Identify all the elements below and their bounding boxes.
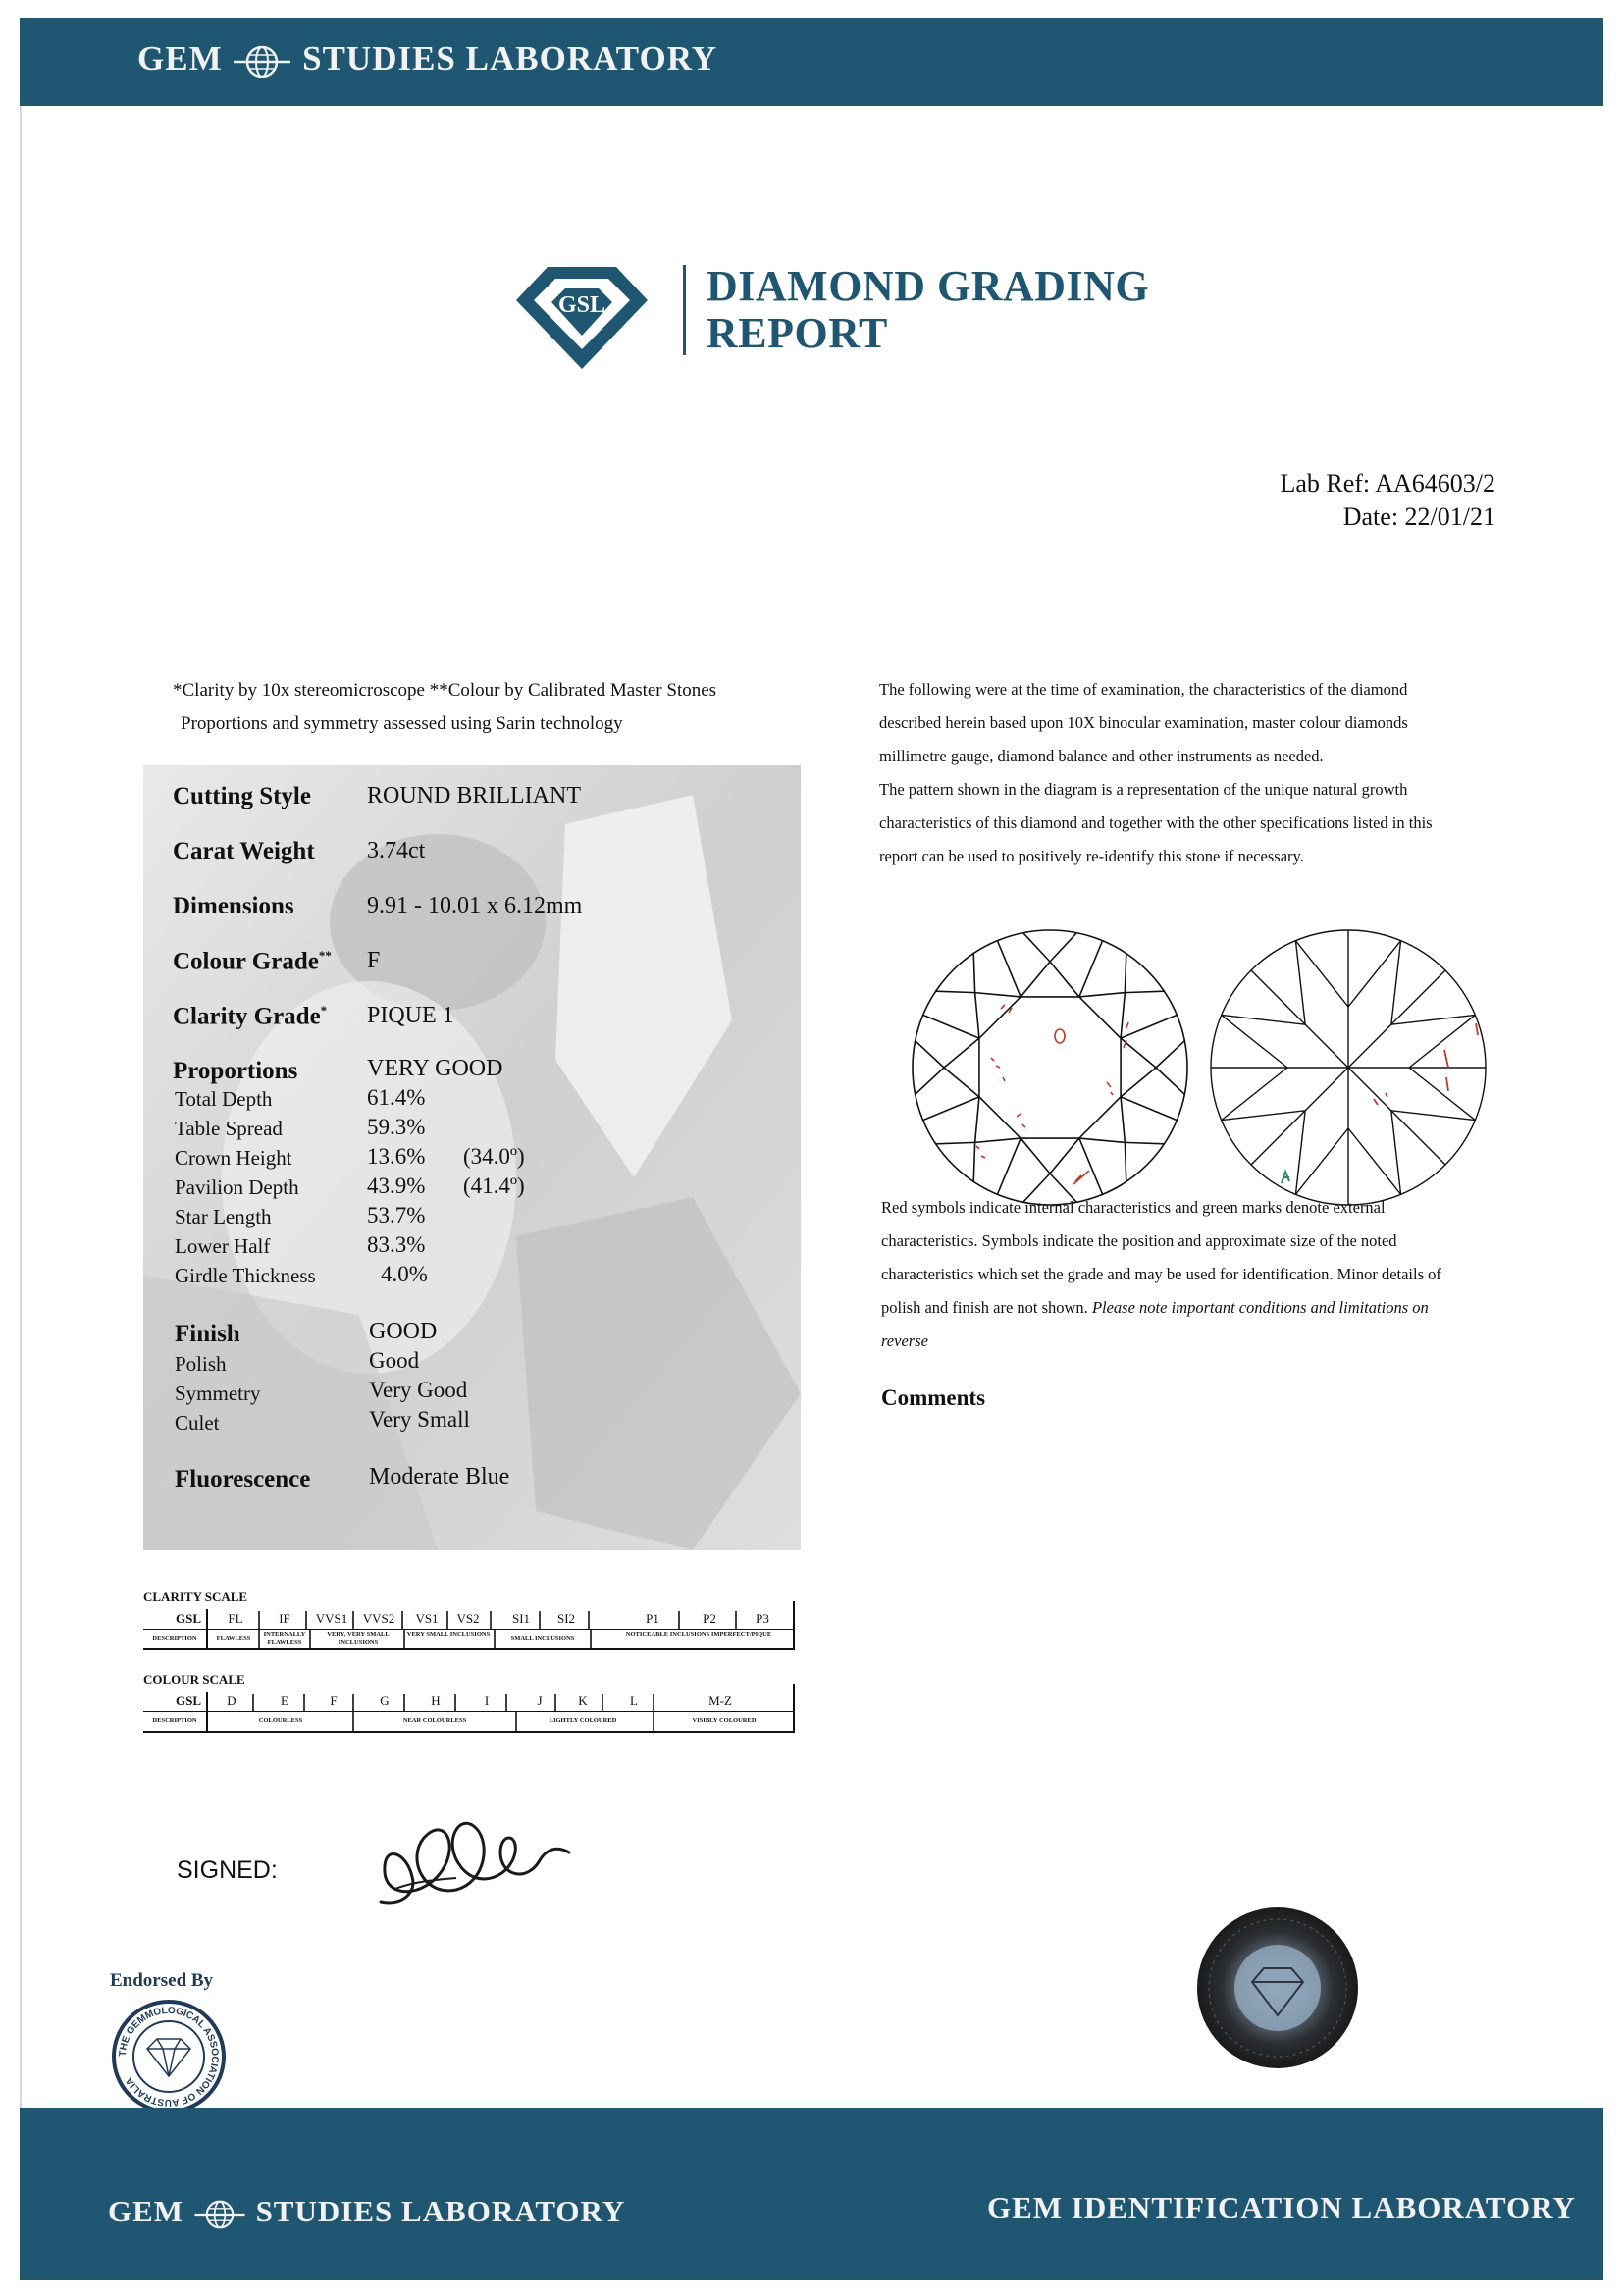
signature-image bbox=[363, 1784, 589, 1921]
symbols-line-3: characteristics which set the grade and may be used for identification. Minor details of bbox=[881, 1265, 1441, 1283]
colour-grade-value: F bbox=[367, 948, 381, 973]
clarity-grade-label-text: Clarity Grade bbox=[173, 1003, 321, 1030]
gaa-seal bbox=[110, 1998, 228, 2115]
report-title bbox=[707, 263, 1149, 357]
symbols-line-4 bbox=[881, 1291, 1495, 1325]
inclusion-marks-pavilion bbox=[1374, 1023, 1478, 1105]
total-depth-label: Total Depth bbox=[175, 1087, 273, 1111]
lower-half-value: 83.3% bbox=[367, 1232, 426, 1257]
symbols-line-4-italic: Please note important conditions and limitations on bbox=[1091, 1298, 1429, 1317]
pavilion-depth-label: Pavilion Depth bbox=[175, 1175, 299, 1199]
culet-label: Culet bbox=[175, 1411, 220, 1435]
polish-label: Polish bbox=[175, 1352, 227, 1376]
description-line-5: characteristics of this diamond and together with the other specifications listed in this bbox=[879, 813, 1433, 832]
finish-label: Finish bbox=[175, 1321, 240, 1347]
clarity-grade-vvs1: VVS1 bbox=[315, 1611, 348, 1626]
clarity-grade-if: IF bbox=[279, 1611, 290, 1626]
clarity-grade-label bbox=[173, 1003, 327, 1030]
symbols-explanation bbox=[881, 1191, 1495, 1358]
colour-grade-h: H bbox=[431, 1694, 441, 1708]
title-divider bbox=[683, 265, 686, 355]
hologram-seal bbox=[1195, 1905, 1360, 2070]
colour-desc-lightly-coloured: LIGHTLY COLOURED bbox=[549, 1717, 617, 1724]
clarity-grade-vs2: VS2 bbox=[456, 1611, 480, 1626]
gem-globe-icon bbox=[232, 45, 292, 78]
clarity-row-label: GSL bbox=[175, 1611, 201, 1626]
dimensions-value: 9.91 - 10.01 x 6.12mm bbox=[367, 893, 583, 918]
symmetry-label: Symmetry bbox=[175, 1382, 261, 1405]
symbols-line-5 bbox=[881, 1325, 1495, 1358]
cutting-style-label: Cutting Style bbox=[173, 783, 311, 809]
inclusion-marks-crown bbox=[976, 1005, 1128, 1184]
pavilion-angle-value: (41.4º) bbox=[463, 1174, 525, 1198]
endorsed-label: Endorsed By bbox=[110, 1970, 214, 1991]
crown-height-value: 13.6% bbox=[367, 1144, 426, 1169]
colour-grade-d: D bbox=[227, 1694, 236, 1708]
method-note-2: Proportions and symmetry assessed using Sarin technology bbox=[181, 713, 623, 734]
description-line-2: described herein based upon 10X binocular examination, master colour diamonds bbox=[879, 713, 1408, 732]
cutting-style-value: ROUND BRILLIANT bbox=[367, 783, 581, 809]
symbols-line-5-italic: reverse bbox=[881, 1331, 928, 1350]
colour-grade-j: J bbox=[537, 1694, 543, 1708]
method-note-1: *Clarity by 10x stereomicroscope **Colour by Calibrated Master Stones bbox=[173, 680, 717, 701]
colour-grade-mark: ** bbox=[318, 948, 332, 963]
footer-gem-globe-icon bbox=[192, 2200, 247, 2229]
colour-grade-i: I bbox=[484, 1694, 490, 1708]
gaa-seal-text: THE GEMMOLOGICAL ASSOCIATION OF AUSTRALIA bbox=[117, 2005, 221, 2109]
carat-weight-label: Carat Weight bbox=[173, 838, 315, 864]
colour-desc-colourless: COLOURLESS bbox=[258, 1717, 303, 1724]
proportions-label: Proportions bbox=[173, 1058, 298, 1084]
clarity-desc-internally-flawless: INTERNALLY FLAWLESS bbox=[263, 1631, 306, 1645]
colour-desc-visibly-coloured: VISIBLY COLOURED bbox=[692, 1717, 757, 1724]
clarity-grade-vs1: VS1 bbox=[415, 1611, 439, 1626]
report-date: Date: 22/01/21 bbox=[1342, 502, 1495, 531]
dimensions-label: Dimensions bbox=[173, 893, 294, 919]
colour-grade-l: L bbox=[630, 1694, 638, 1708]
symmetry-value: Very Good bbox=[369, 1378, 468, 1402]
finish-value: GOOD bbox=[369, 1319, 438, 1344]
comments-label: Comments bbox=[881, 1385, 986, 1410]
carat-weight-value: 3.74ct bbox=[367, 838, 426, 863]
seal-diamond-icon bbox=[147, 2039, 190, 2076]
colour-grade-e: E bbox=[281, 1694, 288, 1708]
crown-plot-diagram bbox=[903, 920, 1197, 1215]
header-band bbox=[20, 18, 1603, 106]
clarity-grade-p1: P1 bbox=[646, 1611, 659, 1626]
proportions-value: VERY GOOD bbox=[367, 1056, 503, 1081]
description-line-1: The following were at the time of examination, the characteristics of the diamond bbox=[879, 680, 1408, 699]
clarity-desc-si: SMALL INCLUSIONS bbox=[510, 1635, 575, 1642]
description-line-6: report can be used to positively re-identify this stone if necessary. bbox=[879, 847, 1304, 865]
clarity-desc-flawless: FLAWLESS bbox=[216, 1635, 251, 1642]
fluorescence-label: Fluorescence bbox=[175, 1466, 311, 1492]
clarity-grade-si2: SI2 bbox=[556, 1611, 576, 1626]
symbols-line-1: Red symbols indicate internal characteristics and green marks denote external bbox=[881, 1198, 1386, 1217]
scale-ticks bbox=[143, 1609, 795, 1737]
footer-brand-right: STUDIES LABORATORY bbox=[255, 2194, 626, 2228]
examination-description bbox=[879, 673, 1499, 873]
symbols-line-2: characteristics. Symbols indicate the position and approximate size of the noted bbox=[881, 1231, 1397, 1250]
fluorescence-value: Moderate Blue bbox=[369, 1464, 510, 1489]
footer-band bbox=[20, 2108, 1603, 2280]
clarity-grade-mark: * bbox=[320, 1003, 328, 1018]
colour-grade-g: G bbox=[380, 1694, 390, 1708]
report-title-line2: REPORT bbox=[707, 309, 888, 357]
colour-grade-m-z: M-Z bbox=[708, 1694, 732, 1708]
clarity-scale-title: CLARITY SCALE bbox=[143, 1590, 248, 1604]
description-line-4: The pattern shown in the diagram is a representation of the unique natural growth bbox=[879, 780, 1408, 799]
footer-right-text: GEM IDENTIFICATION LABORATORY bbox=[987, 2190, 1576, 2224]
polish-value: Good bbox=[369, 1348, 420, 1373]
logo-monogram: GSL bbox=[557, 292, 606, 318]
colour-scale-title: COLOUR SCALE bbox=[143, 1672, 245, 1687]
external-mark-pavilion bbox=[1282, 1172, 1289, 1183]
clarity-grade-value: PIQUE 1 bbox=[367, 1003, 454, 1028]
culet-value: Very Small bbox=[369, 1407, 470, 1432]
colour-desc-near-colourless: NEAR COLOURLESS bbox=[402, 1717, 467, 1724]
girdle-thickness-value: 4.0% bbox=[381, 1262, 428, 1286]
description-line-3: millimetre gauge, diamond balance and other instruments as needed. bbox=[879, 747, 1324, 765]
table-spread-label: Table Spread bbox=[175, 1117, 283, 1140]
clarity-desc-vvs: VERY, VERY SMALL INCLUSIONS bbox=[327, 1631, 390, 1645]
clarity-grade-p2: P2 bbox=[703, 1611, 716, 1626]
colour-grade-k: K bbox=[578, 1694, 588, 1708]
report-title-line1: DIAMOND GRADING bbox=[707, 262, 1150, 310]
gsl-diamond-logo bbox=[508, 253, 655, 375]
clarity-desc-vs: VERY SMALL INCLUSIONS bbox=[406, 1631, 491, 1638]
clarity-desc-label: DESCRIPTION bbox=[152, 1635, 197, 1642]
footer-brand-left: GEM bbox=[108, 2194, 184, 2228]
total-depth-value: 61.4% bbox=[367, 1085, 426, 1110]
header-brand bbox=[137, 39, 717, 78]
clarity-grade-p3: P3 bbox=[756, 1611, 769, 1626]
lower-half-label: Lower Half bbox=[175, 1234, 271, 1258]
colour-grade-label-text: Colour Grade bbox=[173, 948, 319, 975]
footer-brand bbox=[108, 2194, 625, 2229]
colour-grade-label bbox=[173, 948, 332, 975]
star-length-label: Star Length bbox=[175, 1205, 272, 1228]
star-length-value: 53.7% bbox=[367, 1203, 426, 1227]
crown-angle-value: (34.0º) bbox=[463, 1144, 525, 1169]
colour-desc-label: DESCRIPTION bbox=[152, 1717, 197, 1724]
lab-ref: Lab Ref: AA64603/2 bbox=[1280, 469, 1495, 497]
symbols-line-4-plain: polish and finish are not shown. bbox=[881, 1298, 1092, 1317]
clarity-desc-p: NOTICEABLE INCLUSIONS IMPERFECT/PIQUE bbox=[625, 1631, 772, 1638]
colour-grade-f: F bbox=[330, 1694, 338, 1708]
pavilion-depth-value: 43.9% bbox=[367, 1174, 426, 1198]
clarity-grade-vvs2: VVS2 bbox=[362, 1611, 395, 1626]
crown-height-label: Crown Height bbox=[175, 1146, 292, 1170]
table-spread-value: 59.3% bbox=[367, 1115, 426, 1139]
header-brand-right: STUDIES LABORATORY bbox=[302, 39, 718, 78]
clarity-grade-fl: FL bbox=[228, 1611, 243, 1626]
header-brand-left: GEM bbox=[137, 39, 223, 78]
left-margin-rule bbox=[20, 106, 22, 2108]
girdle-thickness-label: Girdle Thickness bbox=[175, 1264, 316, 1287]
signed-label: SIGNED: bbox=[177, 1856, 278, 1884]
clarity-grade-si1: SI1 bbox=[511, 1611, 531, 1626]
pavilion-plot-diagram bbox=[1201, 920, 1495, 1215]
colour-row-label: GSL bbox=[175, 1694, 201, 1708]
